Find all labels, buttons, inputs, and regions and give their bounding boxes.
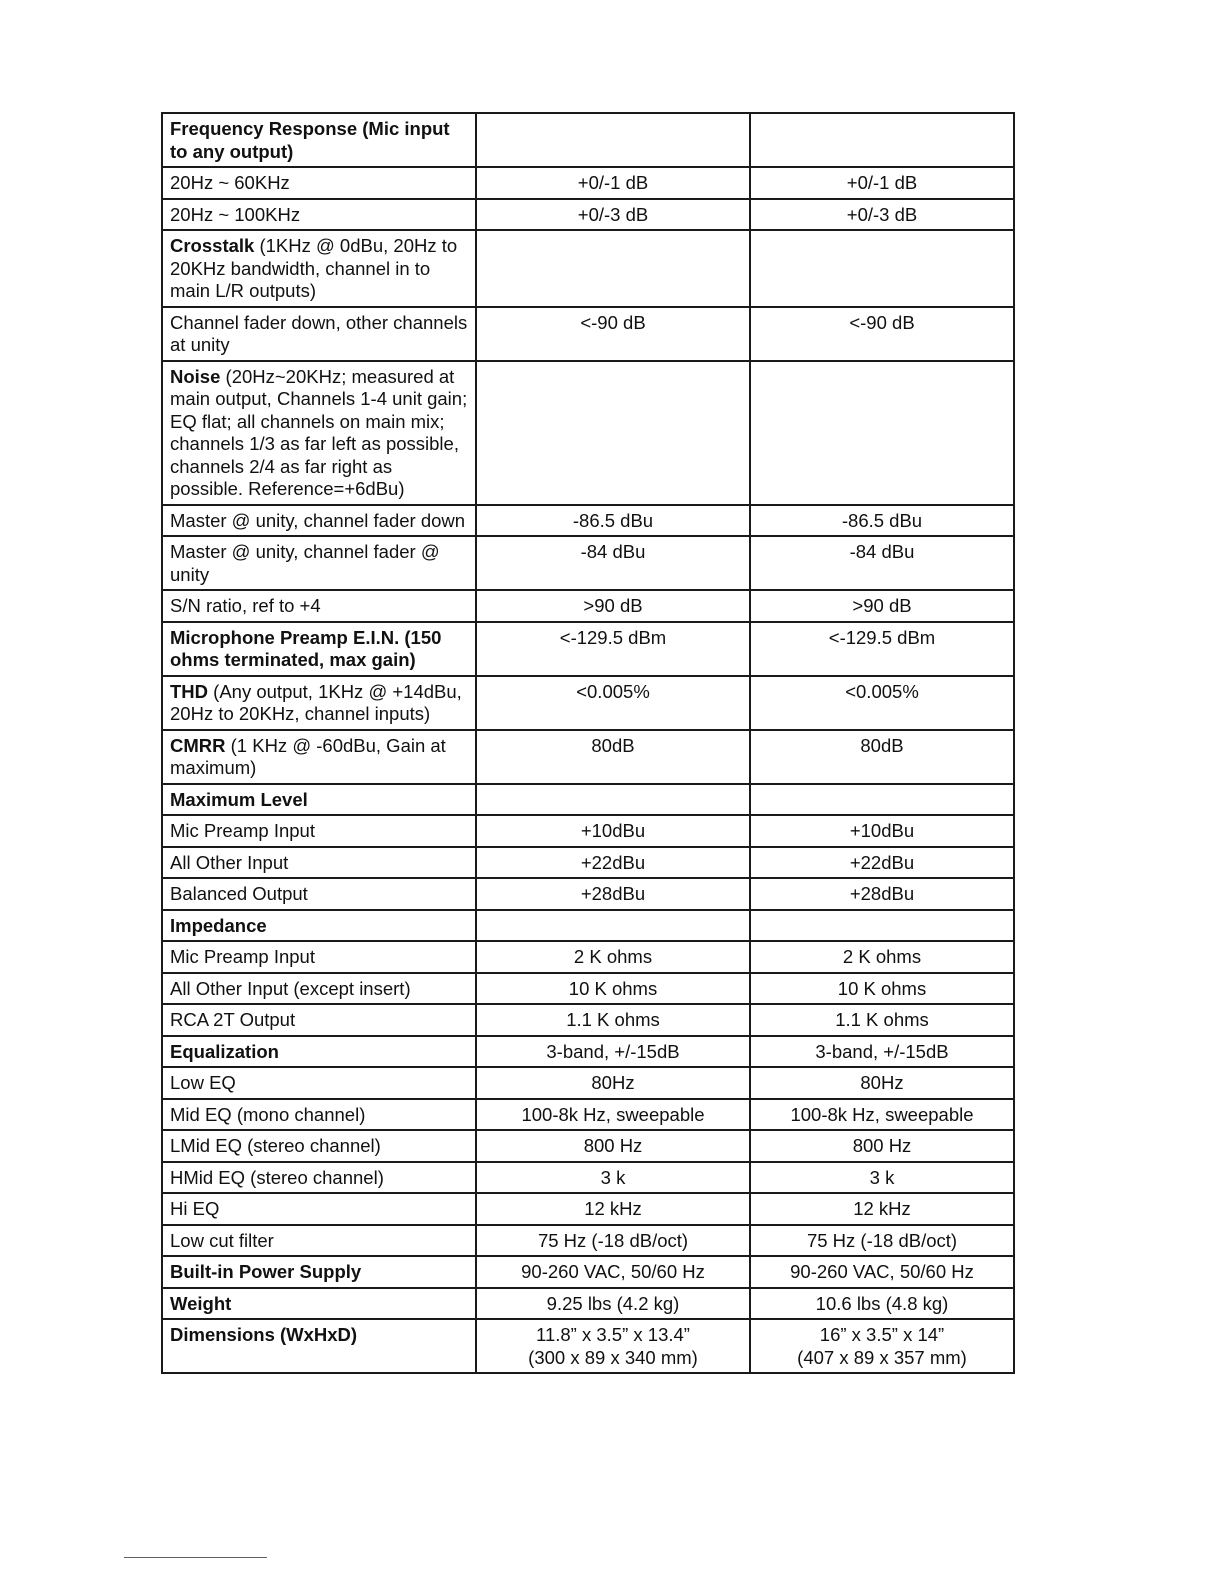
value-text: 800 Hz: [852, 1135, 912, 1156]
value-text: 10.6 lbs (4.8 kg): [815, 1292, 949, 1314]
spec-row: [162, 1004, 1014, 1036]
value-cell-model-b: [750, 973, 1014, 1005]
spec-row: [162, 1099, 1014, 1131]
value-text: -84 dBu: [580, 541, 646, 562]
parameter-cell: [162, 1288, 476, 1320]
parameter-cell: [162, 1130, 476, 1162]
spec-row: [162, 1225, 1014, 1257]
parameter-heading: Microphone Preamp E.I.N. (150 ohms terminated, max gain): [170, 626, 442, 670]
parameter-label: LMid EQ (stereo channel): [170, 1135, 381, 1156]
value-text-secondary: (407 x 89 x 357 mm): [797, 1346, 967, 1368]
value-cell-model-b: [750, 361, 1014, 505]
value-cell-model-a: [476, 941, 750, 973]
value-text: +28dBu: [849, 883, 915, 904]
parameter-cell: [162, 1099, 476, 1131]
value-text: +10dBu: [580, 820, 646, 841]
parameter-heading: THD: [170, 680, 209, 702]
value-text: 10 K ohms: [568, 977, 658, 999]
spec-row: [162, 784, 1014, 816]
parameter-label: All Other Input: [170, 851, 289, 873]
value-text: 1.1 K ohms: [835, 1009, 929, 1030]
specifications-table-body: [162, 113, 1014, 1373]
parameter-label: All Other Input (except insert): [170, 977, 411, 999]
value-cell-model-a: [476, 1130, 750, 1162]
value-cell-model-b: [750, 847, 1014, 879]
parameter-cell: [162, 113, 476, 167]
value-text: -86.5 dBu: [841, 509, 923, 531]
value-cell-model-a: [476, 307, 750, 361]
value-cell-model-a: [476, 973, 750, 1005]
value-cell-model-b: [750, 1162, 1014, 1194]
parameter-heading: Dimensions (WxHxD): [170, 1324, 358, 1345]
value-text: <0.005%: [576, 680, 650, 702]
parameter-cell: [162, 590, 476, 622]
spec-row: [162, 361, 1014, 505]
value-cell-model-a: [476, 676, 750, 730]
value-text: <0.005%: [845, 680, 919, 702]
parameter-label: Mic Preamp Input: [170, 820, 315, 841]
value-cell-model-b: [750, 1225, 1014, 1257]
spec-row: [162, 730, 1014, 784]
value-cell-model-b: [750, 815, 1014, 847]
parameter-heading: Equalization: [170, 1040, 279, 1062]
parameter-label: Hi EQ: [170, 1198, 220, 1219]
value-text: <-90 dB: [849, 311, 915, 333]
spec-row: [162, 676, 1014, 730]
value-cell-model-b: [750, 167, 1014, 199]
value-cell-model-a: [476, 167, 750, 199]
parameter-label: Master @ unity, channel fader @ unity: [170, 541, 440, 585]
spec-row: [162, 973, 1014, 1005]
value-text: 100-8k Hz, sweepable: [521, 1103, 705, 1125]
value-text: 3-band, +/-15dB: [546, 1040, 680, 1062]
spec-row: [162, 1067, 1014, 1099]
value-text: +22dBu: [580, 851, 646, 873]
value-cell-model-a: [476, 1225, 750, 1257]
parameter-heading: Noise: [170, 365, 221, 387]
value-cell-model-b: [750, 1256, 1014, 1288]
value-cell-model-b: [750, 307, 1014, 361]
parameter-label: S/N ratio, ref to +4: [170, 595, 321, 616]
spec-row: [162, 847, 1014, 879]
parameter-heading: Crosstalk: [170, 235, 255, 256]
value-text: <-129.5 dBm: [559, 626, 667, 648]
spec-row: [162, 1130, 1014, 1162]
spec-row: [162, 230, 1014, 307]
value-cell-model-a: [476, 199, 750, 231]
value-cell-model-a: [476, 536, 750, 590]
parameter-cell: [162, 847, 476, 879]
parameter-label: 20Hz ~ 60KHz: [170, 172, 290, 193]
parameter-cell: [162, 1193, 476, 1225]
value-cell-model-b: [750, 590, 1014, 622]
value-cell-model-b: [750, 1036, 1014, 1068]
value-cell-model-b: [750, 199, 1014, 231]
value-cell-model-b: [750, 113, 1014, 167]
parameter-cell: [162, 1067, 476, 1099]
value-text: <-90 dB: [580, 311, 646, 333]
spec-row: [162, 941, 1014, 973]
parameter-cell: [162, 1319, 476, 1373]
value-cell-model-b: [750, 1067, 1014, 1099]
value-cell-model-a: [476, 1256, 750, 1288]
parameter-label: (1KHz @ 0dBu, 20Hz to 20KHz bandwidth, channel in to main L/R outputs): [170, 235, 458, 301]
value-cell-model-b: [750, 941, 1014, 973]
parameter-cell: [162, 1036, 476, 1068]
parameter-label: (1 KHz @ -60dBu, Gain at maximum): [170, 734, 446, 778]
value-text: -86.5 dBu: [572, 509, 654, 531]
parameter-cell: [162, 230, 476, 307]
value-text: >90 dB: [583, 595, 643, 616]
value-text: 12 kHz: [853, 1198, 911, 1219]
value-text: +0/-3 dB: [577, 203, 649, 225]
value-cell-model-a: [476, 1036, 750, 1068]
spec-row: [162, 1162, 1014, 1194]
parameter-cell: [162, 307, 476, 361]
value-text: 90-260 VAC, 50/60 Hz: [521, 1261, 705, 1282]
value-text: 80Hz: [591, 1072, 635, 1093]
value-cell-model-a: [476, 230, 750, 307]
value-text: 80Hz: [860, 1072, 904, 1093]
value-text: 12 kHz: [584, 1198, 642, 1219]
spec-row: [162, 167, 1014, 199]
specifications-table: [161, 112, 1015, 1374]
parameter-cell: [162, 784, 476, 816]
value-text: 16” x 3.5” x 14”: [819, 1324, 945, 1345]
parameter-heading: CMRR: [170, 734, 226, 756]
value-text: 3-band, +/-15dB: [815, 1040, 949, 1062]
parameter-cell: [162, 167, 476, 199]
parameter-heading: Impedance: [170, 914, 267, 936]
parameter-heading: Built-in Power Supply: [170, 1261, 362, 1282]
parameter-cell: [162, 505, 476, 537]
parameter-cell: [162, 199, 476, 231]
value-cell-model-a: [476, 590, 750, 622]
value-text: 90-260 VAC, 50/60 Hz: [790, 1261, 974, 1282]
parameter-label: Mic Preamp Input: [170, 946, 315, 967]
value-cell-model-b: [750, 784, 1014, 816]
value-cell-model-b: [750, 910, 1014, 942]
spec-row: [162, 590, 1014, 622]
value-cell-model-a: [476, 622, 750, 676]
parameter-cell: [162, 1004, 476, 1036]
value-text: 75 Hz (-18 dB/oct): [806, 1229, 958, 1251]
value-cell-model-a: [476, 1004, 750, 1036]
value-cell-model-a: [476, 847, 750, 879]
parameter-cell: [162, 815, 476, 847]
value-text: 3 k: [869, 1166, 895, 1188]
value-text: +22dBu: [849, 851, 915, 873]
value-cell-model-b: [750, 1099, 1014, 1131]
spec-row: [162, 199, 1014, 231]
parameter-label: RCA 2T Output: [170, 1009, 296, 1030]
value-text: 10 K ohms: [837, 977, 927, 999]
value-text: 800 Hz: [583, 1135, 643, 1156]
value-cell-model-a: [476, 1067, 750, 1099]
spec-row: [162, 505, 1014, 537]
value-cell-model-a: [476, 730, 750, 784]
parameter-cell: [162, 910, 476, 942]
parameter-cell: [162, 730, 476, 784]
spec-row: [162, 307, 1014, 361]
parameter-label: (20Hz~20KHz; measured at main output, Channels 1-4 unit gain; EQ flat; all channels on main mix; channels 1/3 as far left as possible, channels 2/4 as far right as possible. Reference=+6dBu): [170, 365, 468, 499]
value-text: 80dB: [591, 734, 635, 756]
value-cell-model-b: [750, 536, 1014, 590]
value-cell-model-b: [750, 1319, 1014, 1373]
parameter-label: Mid EQ (mono channel): [170, 1103, 366, 1125]
value-cell-model-a: [476, 361, 750, 505]
value-cell-model-a: [476, 1193, 750, 1225]
value-cell-model-a: [476, 784, 750, 816]
parameter-heading: Maximum Level: [170, 788, 308, 810]
parameter-label: (Any output, 1KHz @ +14dBu, 20Hz to 20KHz, channel inputs): [170, 680, 462, 724]
parameter-label: Channel fader down, other channels at unity: [170, 311, 468, 355]
spec-row: [162, 910, 1014, 942]
parameter-label: Low cut filter: [170, 1229, 274, 1251]
parameter-cell: [162, 536, 476, 590]
parameter-cell: [162, 676, 476, 730]
value-text: 9.25 lbs (4.2 kg): [546, 1292, 680, 1314]
value-cell-model-a: [476, 878, 750, 910]
value-text: 1.1 K ohms: [566, 1009, 660, 1030]
spec-row: [162, 1036, 1014, 1068]
parameter-cell: [162, 622, 476, 676]
spec-row: [162, 1256, 1014, 1288]
spec-row: [162, 1319, 1014, 1373]
value-cell-model-a: [476, 1162, 750, 1194]
value-cell-model-b: [750, 1130, 1014, 1162]
value-text: 75 Hz (-18 dB/oct): [537, 1229, 689, 1251]
parameter-label: Balanced Output: [170, 883, 308, 904]
parameter-cell: [162, 1225, 476, 1257]
value-text: <-129.5 dBm: [828, 626, 936, 648]
parameter-heading: Weight: [170, 1292, 232, 1314]
value-cell-model-b: [750, 730, 1014, 784]
value-cell-model-b: [750, 676, 1014, 730]
value-cell-model-a: [476, 1288, 750, 1320]
value-cell-model-a: [476, 113, 750, 167]
parameter-label: Low EQ: [170, 1072, 236, 1093]
spec-row: [162, 1193, 1014, 1225]
value-cell-model-b: [750, 230, 1014, 307]
parameter-cell: [162, 1162, 476, 1194]
value-cell-model-a: [476, 910, 750, 942]
value-text: 2 K ohms: [573, 946, 653, 967]
value-cell-model-a: [476, 1319, 750, 1373]
spec-row: [162, 536, 1014, 590]
spec-row: [162, 113, 1014, 167]
spec-row: [162, 622, 1014, 676]
value-text: 80dB: [860, 734, 904, 756]
value-cell-model-a: [476, 1099, 750, 1131]
footnote-separator-line: [124, 1557, 267, 1558]
parameter-cell: [162, 361, 476, 505]
value-text: +0/-3 dB: [846, 203, 918, 225]
value-text: >90 dB: [852, 595, 912, 616]
parameter-label: 20Hz ~ 100KHz: [170, 203, 301, 225]
value-text: 3 k: [600, 1166, 626, 1188]
value-text: +0/-1 dB: [577, 172, 649, 193]
parameter-label: HMid EQ (stereo channel): [170, 1166, 384, 1188]
value-cell-model-b: [750, 878, 1014, 910]
value-text-secondary: (300 x 89 x 340 mm): [528, 1346, 698, 1368]
spec-row: [162, 878, 1014, 910]
parameter-cell: [162, 973, 476, 1005]
value-text: 11.8” x 3.5” x 13.4”: [536, 1324, 690, 1345]
value-cell-model-b: [750, 505, 1014, 537]
parameter-cell: [162, 941, 476, 973]
value-cell-model-a: [476, 505, 750, 537]
value-cell-model-b: [750, 1193, 1014, 1225]
parameter-heading: Frequency Response (Mic input to any output): [170, 118, 450, 162]
value-cell-model-b: [750, 622, 1014, 676]
parameter-label: Master @ unity, channel fader down: [170, 509, 466, 531]
spec-row: [162, 815, 1014, 847]
value-cell-model-a: [476, 815, 750, 847]
value-cell-model-b: [750, 1004, 1014, 1036]
value-text: 100-8k Hz, sweepable: [790, 1103, 974, 1125]
value-text: 2 K ohms: [842, 946, 922, 967]
value-cell-model-b: [750, 1288, 1014, 1320]
value-text: -84 dBu: [849, 541, 915, 562]
value-text: +10dBu: [849, 820, 915, 841]
spec-row: [162, 1288, 1014, 1320]
parameter-cell: [162, 878, 476, 910]
value-text: +0/-1 dB: [846, 172, 918, 193]
value-text: +28dBu: [580, 883, 646, 904]
parameter-cell: [162, 1256, 476, 1288]
